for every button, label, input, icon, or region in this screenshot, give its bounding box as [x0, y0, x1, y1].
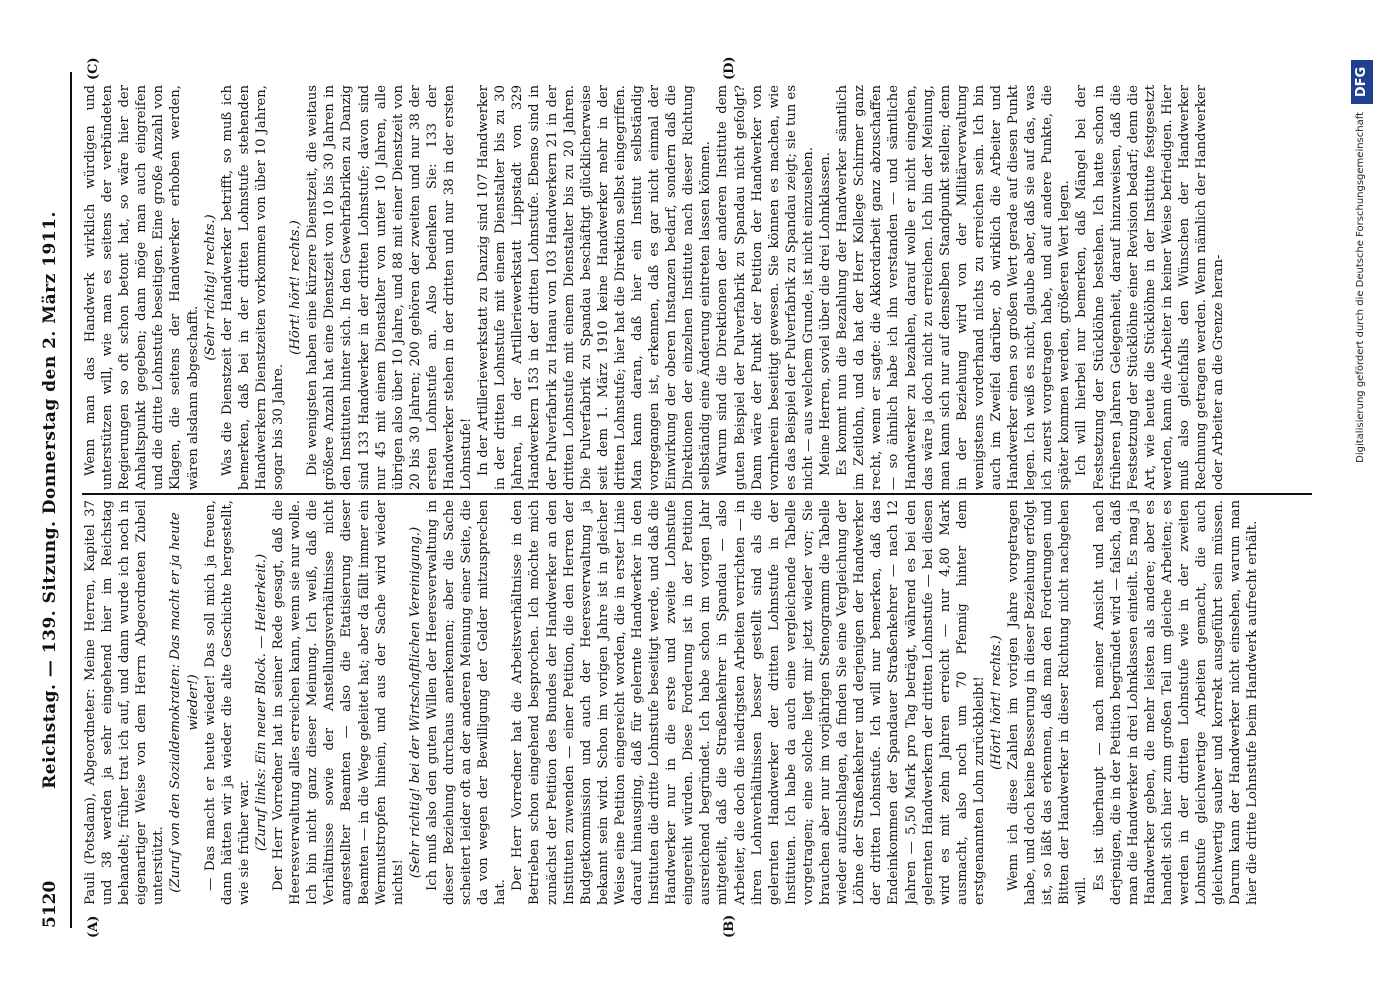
paragraph: Pauli (Potsdam), Abgeordneter: Meine Herren, Kapitel 37 und 38 werden ja sehr eingehend hier im Reichstag behandelt; früher trat ich auf, und dann wurde ich noch in eigenartiger Weise von dem Herrn Abgeordneten Zubeil unterstützt. [83, 500, 167, 905]
page-number: 5120 [40, 880, 60, 928]
page-footer [1343, 60, 1379, 940]
interjection: (Sehr richtig! rechts.) [202, 214, 218, 361]
page-header [40, 72, 66, 928]
digitization-note: Digitalisierung gefördert durch die Deutsche Forschungsgemeinschaft [1355, 112, 1366, 463]
paragraph: In der Artilleriewerkstatt zu Danzig sind 107 Handwerker in der dritten Lohnstufe mit einem Dienstalter bis zu 30 Jahren, in der Artilleriewerkstatt Lippstadt von 329 Handwerkern 153 in der dritten Lohnstufe. Ebenso sind in der Pulverfabrik zu Hanau von 103 Handwerkern 21 in der dritten Lohnstufe mit einem Dienstalter bis zu 20 Jahren. Die Pulverfabrik zu Spandau beschäftigt glücklicherweise seit dem 1. März 1910 keine Handwerker mehr in der dritten Lohnstufe; hier hat die Direktion selbst eingegriffen. Man kann daran, daß hier ein Institut selbständig vorgegangen ist, erkennen, daß es gar nicht einmal der Einwirkung der oberen Instanzen bedarf, sondern daß die Direktionen der einzelnen Institute nach dieser Richtung selbständig eine Änderung eintreten lassen können. [476, 85, 714, 490]
paragraph: Ich muß also den guten Willen der Heeresverwaltung in dieser Beziehung durchaus anerkennen; aber die Sache scheitert leider oft an der anderen Meinung einer Seite, die da von wegen der Bewilligung der Gelder mitzusprechen hat. [424, 500, 509, 905]
interjection: (Sehr richtig! bei der Wirtschaftlichen Vereinigung.) [407, 526, 423, 879]
paragraph: Warum sind die Direktionen der anderen Institute dem guten Beispiel der Pulverfabrik zu Spandau nicht gefolgt? Dann wäre der Punkt der Petition der Handwerker von vornherein beseitigt gewesen. Sie können es machen, wie es das Beispiel der Pulverfabrik zu Spandau zeigt; sie tun es nicht — aus welchem Grunde, ist nicht einzusehen. [715, 85, 816, 490]
column-divider [82, 493, 1312, 495]
header-rule [70, 72, 72, 928]
interjection: (Hört! hört! rechts.) [288, 220, 304, 355]
paragraph: Der Herr Vorredner hat in seiner Rede gesagt, daß die Heeresverwaltung alles erreichen kann, wenn sie nur wolle. Ich bin nicht ganz dieser Meinung. Ich weiß, daß die Verhältnisse sowie der Anstellungsverhältnisse nicht angestellter Beamten — also die Etatisierung dieser Beamten — in die Wege geleitet hat; aber da fällt immer ein Wermutstropfen hinein, und aus der Sache wird wieder nichts! [271, 500, 406, 905]
paragraph: Die wenigsten haben eine kürzere Dienstzeit, die weitaus größere Anzahl hat eine Dienstzeit von 10 bis 30 Jahren in den Instituten hinter sich. In den Gewehrfabriken zu Danzig sind 133 Handwerker in der dritten Lohnstufe; davon sind nur 45 mit einem Dienstalter von unter 10 Jahren, alle übrigen also über 10 Jahre, und 88 mit einer Dienstzeit von 20 bis 30 Jahren; 200 gehören der zweiten und nur 38 der ersten Lohnstufe an. Also bedenken Sie: 133 der Handwerker stehen in der dritten und nur 38 in der ersten Lohnstufe! [305, 85, 475, 490]
paragraph: Ich will hierbei nur bemerken, daß Mängel bei der Festsetzung der Stücklöhne bestehen. Ich hatte schon in früheren Jahren Gelegenheit, darauf hinzuweisen, daß die Festsetzung der Stücklöhne einer Revision bedarf; denn die Art, wie heute die Stücklöhne in der Institute festgesetzt werden, kann die Arbeiter in keiner Weise befriedigen. Hier muß also gleichfalls den Wünschen der Handwerker Rechnung getragen werden. Wenn nämlich der Handwerker oder Arbeiter an die Grenze heran- [1074, 85, 1227, 490]
interjection: (Zuruf von den Sozialdemokraten: Das macht er ja heute wieder!) [168, 512, 201, 893]
paragraph: Meine Herren, soviel über die drei Lohnklassen. [818, 152, 834, 476]
paragraph: Wenn man das Handwerk wirklich würdigen und unterstützen will, wie man es seitens der verbündeten Regierungen so oft schon betont hat, so wäre hier der Anhaltspunkt gegeben; dann möge man auch eingreifen und die dritte Lohnstufe beseitigen. Eine große Anzahl von Klagen, die seitens der Handwerker erhoben werden, wären alsdann abgeschafft. [83, 85, 201, 490]
text-column-left [82, 500, 1312, 905]
interjection: (Hört! hört! rechts.) [988, 635, 1004, 770]
paragraph: Der Herr Vorredner hat die Arbeitsverhältnisse in den Betrieben schon eingehend besprochen. Ich möchte mich zunächst der Petition des Bundes der Handwerker an den Instituten zuwenden — einer Petition, die den Herren der Budgetkommission und auch der Heeresverwaltung ja bekannt sein wird. Schon im vorigen Jahre ist in gleicher Weise eine Petition eingereicht worden, die in erster Linie darauf hinausging, daß für gelernte Handwerker in den Instituten die dritte Lohnstufe beseitigt werde, und daß die Handwerker nur in die erste und zweite Lohnstufe eingereiht würden. Diese Forderung ist in der Petition ausreichend begründet. Ich habe schon im vorigen Jahr mitgeteilt, daß die Straßenkehrer in Spandau — also Arbeiter, die doch die niedrigsten Arbeiten verrichten — in ihren Lohnverhältnissen besser gestellt sind als die gelernten Handwerker der dritten Lohnstufe in der Instituten. Ich habe da auch eine vergleichende Tabelle vorgetragen; eine solche liegt mir jetzt wieder vor; Sie brauchen aber nur im vorjährigen Stenogramm die Tabelle wieder aufzuschlagen, da finden Sie eine Vergleichung der Löhne der Straßenkehrer und derjenigen der Handwerker der dritten Lohnstufe. Ich will nur bemerken, daß das Endeinkommen der Spandauer Straßenkehrer — nach 12 Jahren — 5,50 Mark pro Tag beträgt, während es bei den gelernten Handwerkern der dritten Lohnstufe — bei diesen wird es mit zehn Jahren erreicht — nur 4,80 Mark ausmacht, also noch um 70 Pfennig hinter dem erstgenannten Lohn zurückbleibt! [510, 500, 987, 905]
interjection: (Zuruf links: Ein neuer Block. — Heiterkeit.) [253, 553, 269, 852]
margin-marker-a: (A) [86, 915, 101, 938]
running-title: Reichstag. — 139. Sitzung. Donnerstag den 2. März 1911. [40, 211, 60, 789]
paragraph: — Das macht er heute wieder! Das soll mich ja freuen, dann hätten wir ja wieder die alte Geschichte hergestellt, wie sie früher war. [202, 500, 252, 905]
margin-marker-c: (C) [86, 57, 101, 80]
dfg-logo: DFG [1351, 60, 1373, 104]
paragraph: Es ist überhaupt — nach meiner Ansicht und nach derjenigen, die in der Petition begründet wird — falsch, daß man die Handwerker in drei Lohnklassen einteilt. Es mag ja Handwerker geben, die mehr leisten als andere; aber es handelt sich hier zum großen Teil um gleiche Arbeiten; es werden in der dritten Lohnstufe wie in der zweiten Lohnstufe gleichwertige Arbeiten gemacht, die auch gleichwertig sauber und korrekt ausgeführt sein müssen. Darum kann der Handwerker nicht einsehen, warum man hier die dritte Lohnstufe beim Handwerk aufrecht erhält. [1091, 500, 1261, 905]
paragraph: Es kommt nun die Bezahlung der Handwerker sämtlich im Zeitlohn, und da hat der Herr Kollege Schirmer ganz recht, wenn er sagte: die Akkordarbeit ganz abzuschaffen — so ähnlich habe ich ihn verstanden — und sämtliche Handwerker zu bezahlen, darauf wolle er nicht eingehen, das wäre ja doch nicht zu erreichen. Ich bin der Meinung, man kann sich nur auf denselben Standpunkt stellen; denn in der Beziehung wird von der Militärverwaltung wenigstens vorderhand nichts zu erreichen sein. Ich bin auch im Zweifel darüber, ob wirklich die Arbeiter und Handwerker einen so großen Wert gerade auf diesen Punkt legen. Ich weiß es nicht, glaube aber, daß sie auf das, was ich zuerst vorgetragen habe, und auf andere Punkte, die später kommen werden, größeren Wert legen. [835, 85, 1073, 490]
margin-marker-d: (D) [722, 56, 737, 80]
text-column-right [82, 85, 1312, 490]
paragraph: Was die Dienstzeit der Handwerker betrifft, so muß ich bemerken, daß bei in der dritten Lohnstufe stehenden Handwerkern Dienstzeiten vorkommen von über 10 Jahren, sogar bis 30 Jahre. [219, 85, 287, 490]
paragraph: Wenn ich diese Zahlen im vorigen Jahre vorgetragen habe, und doch keine Besserung in dieser Beziehung erfolgt ist, so läßt das erkennen, daß man den Forderungen und Bitten der Handwerker in dieser Richtung nicht nachgehen will. [1006, 500, 1090, 905]
margin-marker-b: (B) [722, 914, 737, 938]
